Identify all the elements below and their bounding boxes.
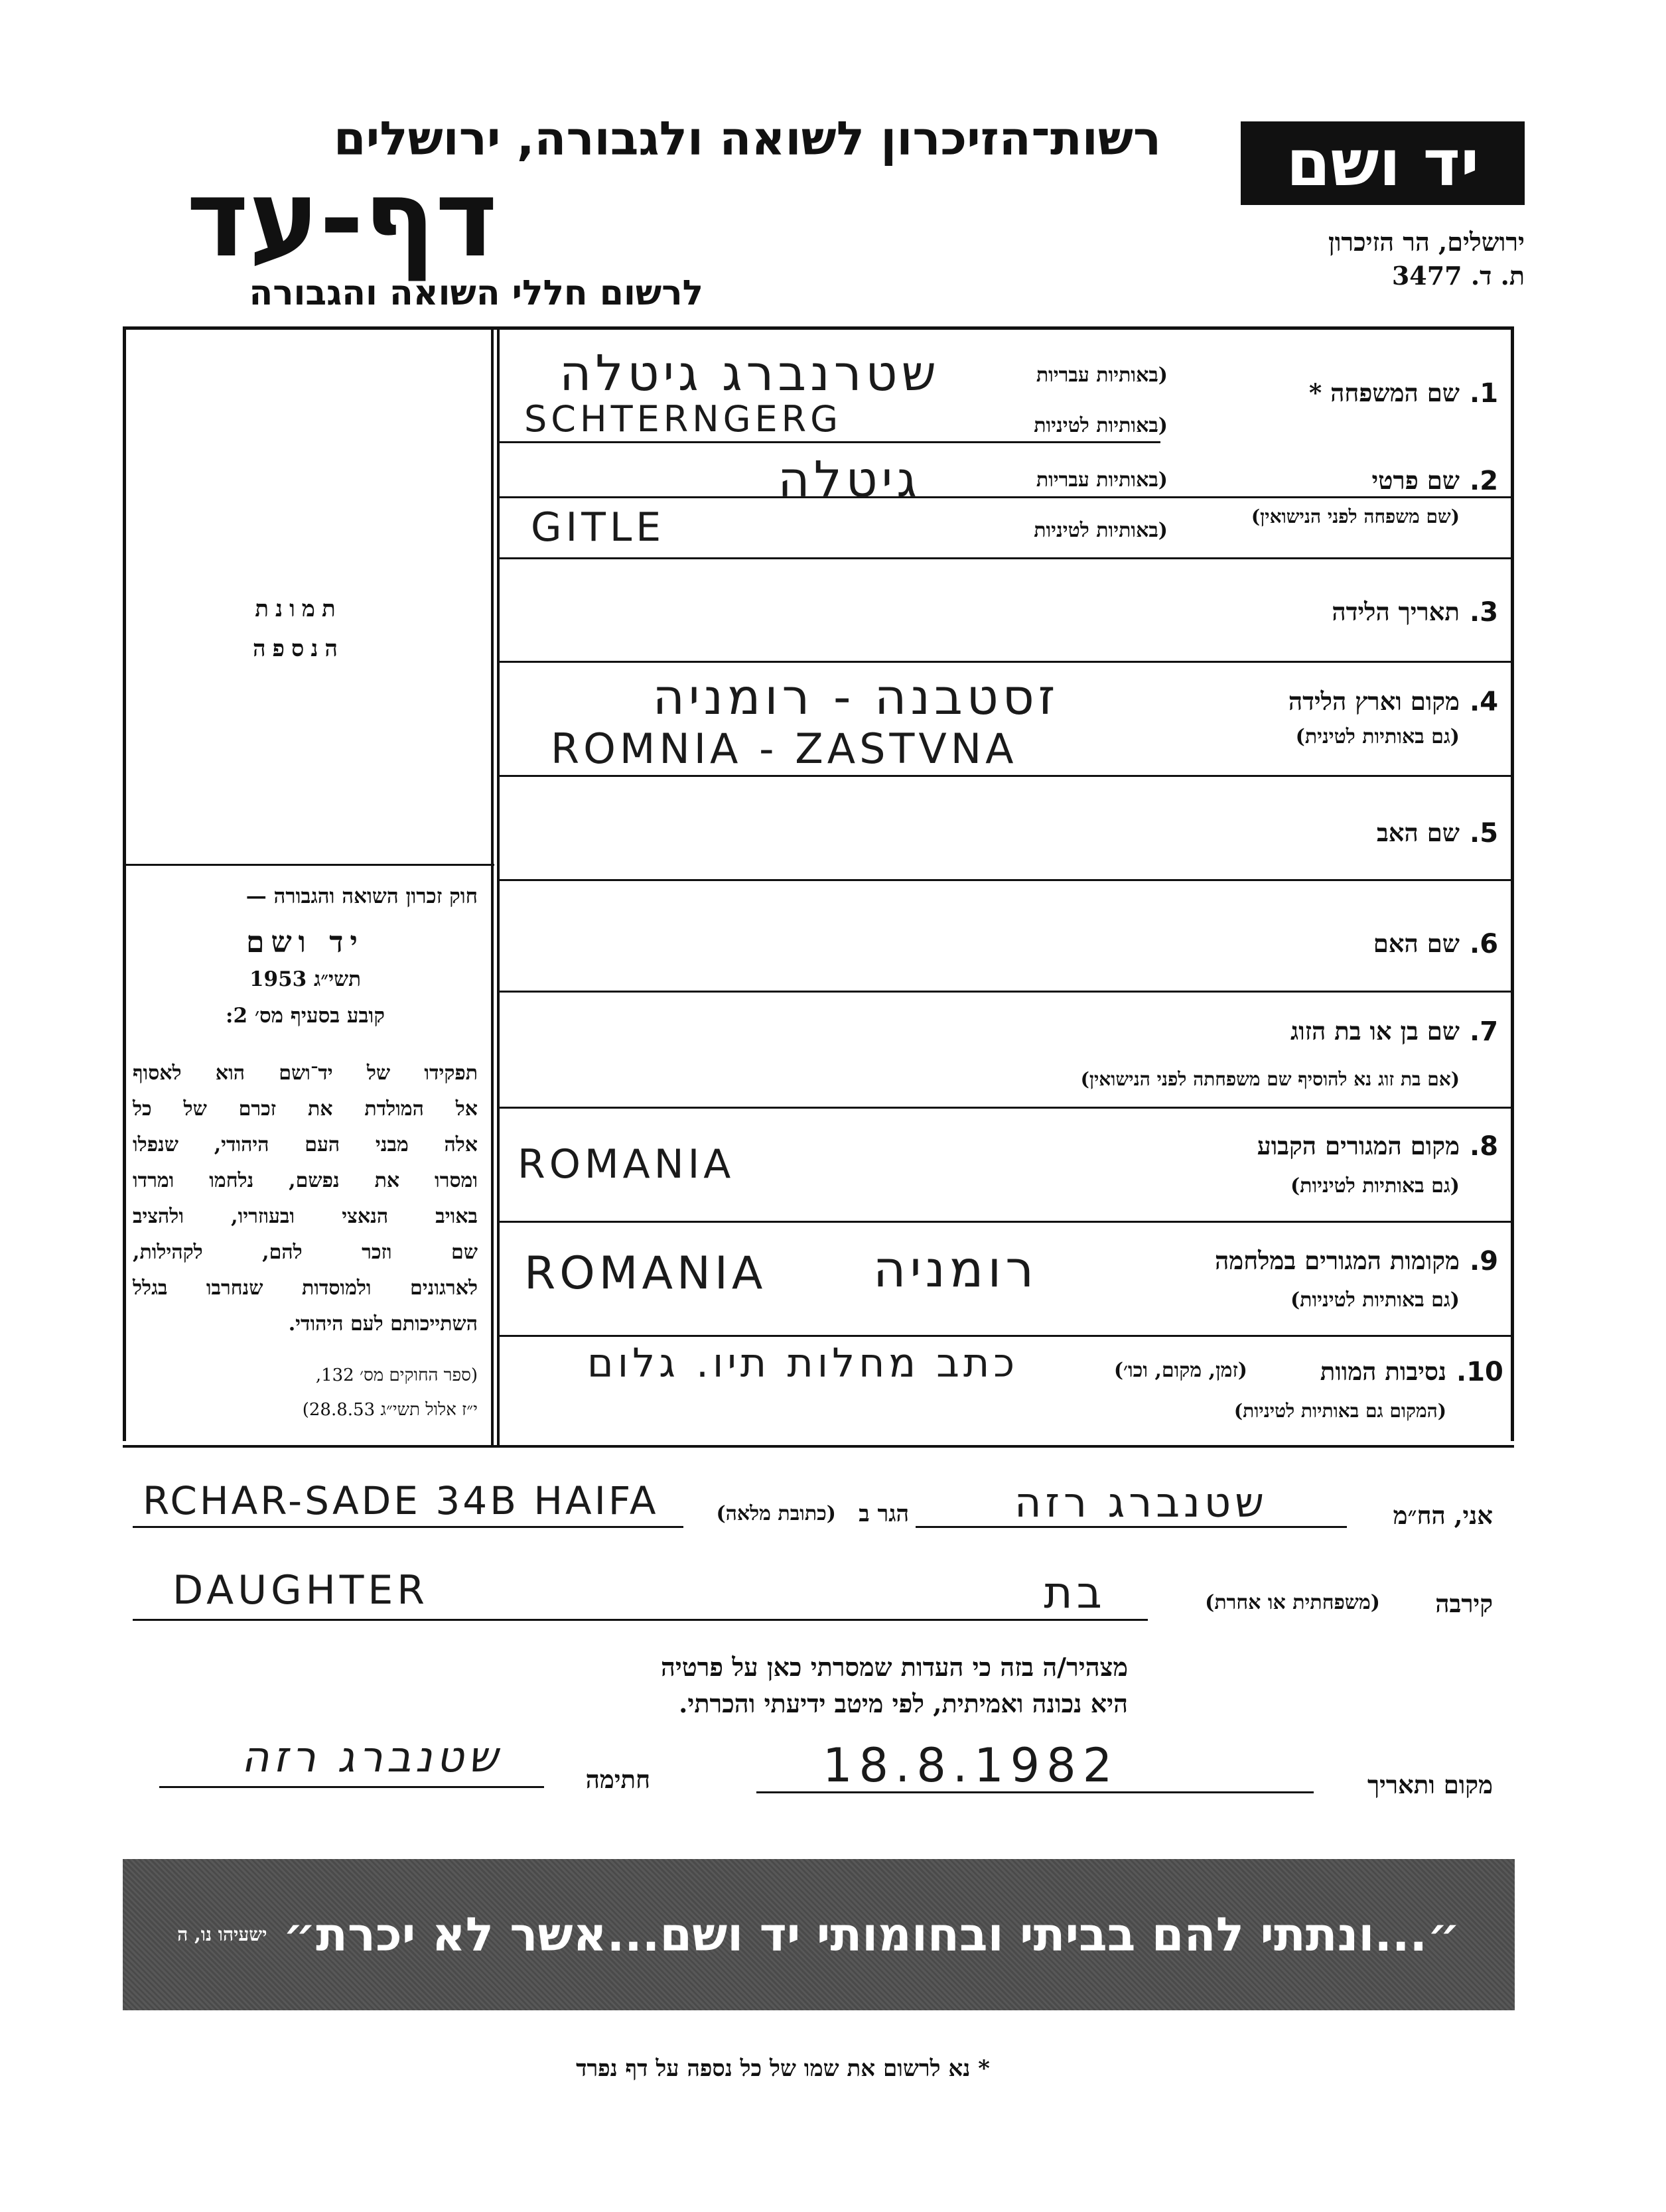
relation-hebrew-value[interactable]: בת <box>1044 1567 1106 1618</box>
law-title: חוק זכרון השואה והגבורה — <box>245 884 478 908</box>
field-1-hebrew-value[interactable]: שטרנברג גיטלה <box>559 345 940 402</box>
field-4-sub: (גם באותיות לטינית) <box>1295 725 1460 748</box>
row-line <box>497 879 1514 881</box>
declarant-address-hint: (כתובת מלאה) <box>716 1502 836 1525</box>
declarant-address[interactable]: RCHAR-SADE 34B HAIFA <box>143 1478 659 1523</box>
signature[interactable]: שטנברג רזה <box>241 1733 502 1782</box>
quote-banner <box>123 1859 1515 2010</box>
declaration-line-1: מצהיר/ה בזה כי העדות שמסרתי כאן על פרטיה <box>660 1652 1128 1682</box>
address-line: ירושלים, הר הזיכרון <box>1328 227 1525 257</box>
field-9-number: .9 <box>1470 1246 1499 1277</box>
field-7-label: שם בן או בת הזוג <box>1290 1016 1460 1046</box>
banner-quote: ״...ונתתי להם בביתי ובחומותי יד ושם...אשר לא יכרת״ <box>283 1907 1460 1962</box>
law-body-line: תפקידו של יד־ושם הוא לאסוף <box>133 1062 478 1085</box>
field-10-value[interactable]: כתב מחלות תיו. גלום <box>587 1340 1019 1387</box>
law-name: יד ושם <box>246 926 364 959</box>
law-reference-1: (ספר החוקים מס׳ 132, <box>315 1365 478 1385</box>
field-4-latin-value[interactable]: ROMNIA - ZASTVNA <box>551 725 1018 773</box>
law-year: תשי״ג 1953 <box>249 967 362 991</box>
yad-vashem-logo <box>1241 121 1525 205</box>
field-4-number: .4 <box>1470 687 1499 717</box>
pobox-line: ת. ד. 3477 <box>1391 261 1525 291</box>
field-2-hint-latin: (באותיות לטיניות <box>1034 519 1168 542</box>
row-line <box>497 496 1514 498</box>
field-9-latin-value[interactable]: ROMANIA <box>524 1247 767 1300</box>
field-10-number: .10 <box>1456 1357 1503 1387</box>
law-body-line: אל המולדת את זכרם של כל <box>133 1097 478 1121</box>
law-body-line: שם וזכר להם, לקהילות, <box>133 1241 478 1264</box>
field-4-label: מקום וארץ הלידה <box>1288 687 1460 716</box>
field-8-label: מקום המגורים הקבוע <box>1257 1131 1460 1160</box>
relation-label: קירבה <box>1435 1589 1493 1618</box>
relation-line <box>133 1619 1148 1621</box>
field-2-latin-value[interactable]: GITLE <box>531 504 665 551</box>
field-1-label: שם המשפחה * <box>1308 378 1460 407</box>
row-line <box>497 1107 1514 1109</box>
row-line <box>497 1335 1514 1337</box>
field-3-label: תאריך הלידה <box>1332 597 1460 626</box>
form-subtitle: לרשום חללי השואה והגבורה <box>249 273 703 313</box>
field-7-sub: (אם בת זוג נא להוסיף שם משפחתה לפני הנישואין) <box>1080 1068 1460 1090</box>
row-line <box>497 1221 1514 1223</box>
declarant-i-label: אני, הח״מ <box>1393 1501 1493 1530</box>
field-10-sub: (המקום גם באותיות לטיניות) <box>1233 1400 1446 1422</box>
row-line <box>497 661 1514 663</box>
field-9-sub: (גם באותיות לטיניות) <box>1290 1288 1460 1312</box>
signature-line <box>159 1786 544 1788</box>
field-6-number: .6 <box>1470 929 1499 959</box>
law-body-line: השתייכותם לעם היהודי. <box>288 1312 478 1336</box>
field-3-number: .3 <box>1470 597 1499 628</box>
footnote: * נא לרשום את שמו של כל נספה על דף נפרד <box>576 2055 990 2082</box>
relation-hint: (משפחתית או אחרת) <box>1205 1591 1380 1614</box>
field-8-sub: (גם באותיות לטיניות) <box>1290 1174 1460 1198</box>
form-title: דף-עד <box>186 157 498 281</box>
sub-line <box>497 441 1160 443</box>
sub-line <box>497 557 1160 559</box>
law-body <box>133 1062 478 1348</box>
field-2-number: .2 <box>1470 466 1499 496</box>
row-line <box>497 775 1514 777</box>
photo-label-line2: הנספה <box>252 636 344 662</box>
law-body-line: אלה מבני העם היהודי, שנפלו <box>133 1133 478 1156</box>
column-divider-right <box>497 326 500 1448</box>
frame-middle <box>123 1445 1514 1448</box>
logo-text: יד ושם <box>1286 126 1480 200</box>
field-5-number: .5 <box>1470 818 1499 849</box>
declarant-name[interactable]: שטנברג רזה <box>1014 1478 1269 1527</box>
field-8-value[interactable]: ROMANIA <box>518 1141 735 1188</box>
field-2-sub: (שם משפחה לפני הנישואין) <box>1251 506 1460 527</box>
field-10-label: נסיבות המוות <box>1320 1357 1446 1386</box>
frame-left <box>123 326 126 1441</box>
frame-right <box>1511 326 1514 1441</box>
field-9-label: מקומות המגורים במלחמה <box>1215 1246 1460 1275</box>
authority-heading: רשות־הזיכרון לשואה ולגבורה, ירושלים <box>333 111 1161 166</box>
declarant-resides-label: הגר ב <box>859 1501 909 1527</box>
law-body-line: לארגונים ולמוסדות שנחרבו בגלל <box>133 1277 478 1300</box>
law-body-line: באויב הנאצי ובעוזריו, ולהציב <box>133 1205 478 1228</box>
field-9-hebrew-value[interactable]: רומניה <box>872 1239 1038 1298</box>
field-1-latin-value[interactable]: SCHTERNGERG <box>524 398 842 440</box>
relation-latin-value[interactable]: DAUGHTER <box>173 1567 429 1614</box>
field-10-label-hint: (זמן, מקום, וכו׳) <box>1113 1359 1247 1382</box>
field-7-number: .7 <box>1470 1016 1499 1047</box>
field-1-number: .1 <box>1470 378 1499 409</box>
field-4-hebrew-value[interactable]: זסטבנה - רומניה <box>652 669 1060 726</box>
declaration-line-2: היא נכונה ואמיתית, לפי מיטב ידיעתי והכרתי. <box>679 1689 1128 1718</box>
field-2-label: שם פרטי <box>1371 466 1460 495</box>
field-6-label: שם האם <box>1373 929 1460 958</box>
field-8-number: .8 <box>1470 1131 1499 1162</box>
law-reference-2: י״ז אלול תשי״ג 28.8.53) <box>302 1400 478 1420</box>
law-body-line: ומסרו את נפשם, נלחמו ומרדו <box>133 1169 478 1192</box>
place-date-label: מקום ותאריך <box>1367 1770 1493 1799</box>
banner-source: ישעיהו נו, ה <box>177 1923 267 1945</box>
law-clause: קובע בסעיף מס׳ 2: <box>226 1004 385 1028</box>
left-column-separator <box>123 864 494 866</box>
photo-label-line1: תמונת <box>255 596 342 622</box>
field-1-hint-latin: (באותיות לטיניות <box>1034 414 1168 437</box>
declaration-date[interactable]: 18.8.1982 <box>823 1738 1119 1793</box>
field-2-hebrew-value[interactable]: גיטלה <box>778 451 921 508</box>
field-1-hint-hebrew: (באותיות עבריות <box>1036 364 1168 387</box>
declarant-address-line <box>133 1526 683 1528</box>
frame-top <box>123 326 1514 330</box>
column-divider-left <box>491 326 494 1448</box>
field-2-hint-hebrew: (באותיות עבריות <box>1036 468 1168 492</box>
signature-label: חתימה <box>585 1765 650 1794</box>
row-line <box>497 991 1514 993</box>
field-5-label: שם האב <box>1376 818 1460 847</box>
